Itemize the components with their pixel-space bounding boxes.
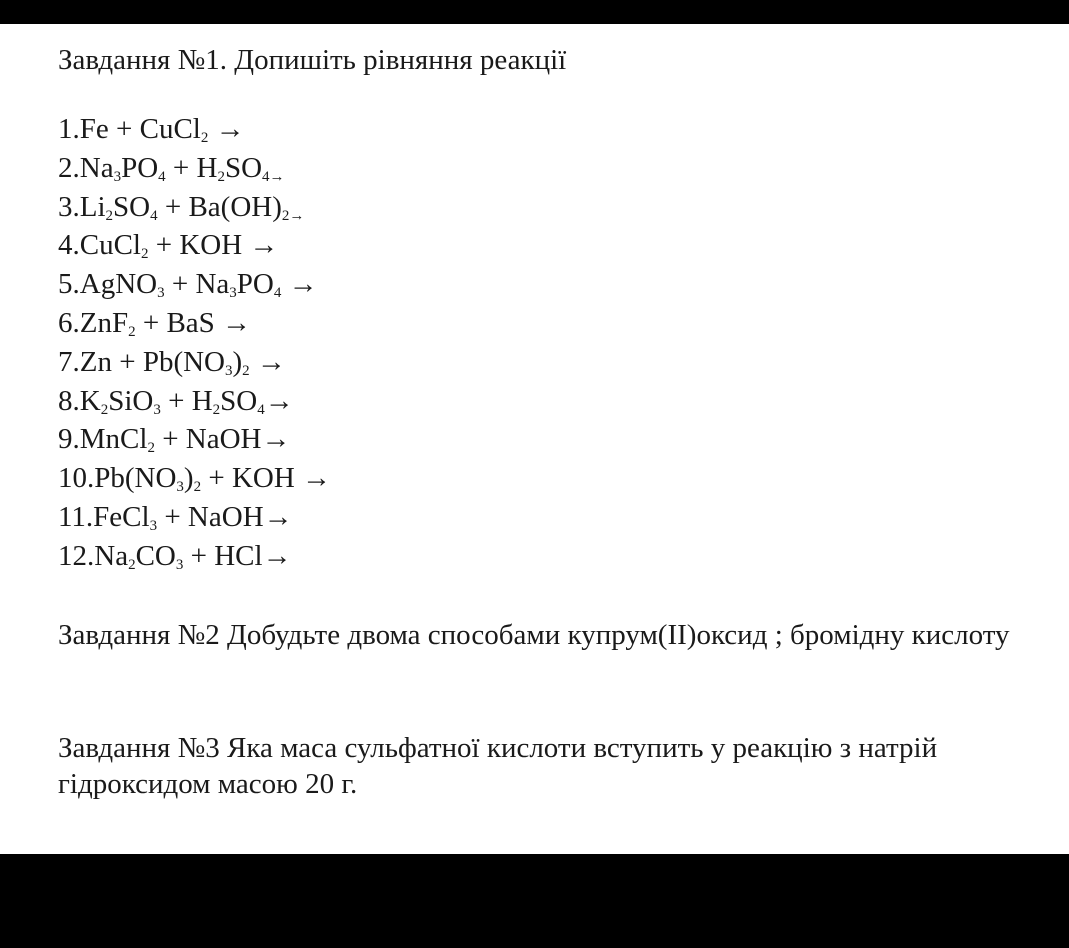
formula-text: → [249, 345, 286, 378]
bottom-black-bar [0, 854, 1069, 948]
formula-text: + H [165, 151, 218, 184]
subscript: 3 [153, 401, 161, 418]
formula-text: + HCl→ [183, 539, 292, 572]
subscript: 2 [100, 401, 109, 418]
equation-4 [58, 226, 331, 265]
formula-text: 6.ZnF [58, 306, 129, 339]
subscript: 3 [175, 556, 184, 573]
task2-text: Завдання №2 Добудьте двома способами купрум(ІІ)оксид ; бромідну кислоту [58, 619, 1010, 651]
subscript: 2 [212, 401, 221, 418]
task3-text: Завдання №3 Яка маса сульфатної кислоти вступить у реакцію з натрій гідроксидом масою 20 г. [58, 732, 938, 800]
subscript: 4 [150, 207, 158, 224]
formula-text: + KOH → [148, 229, 279, 262]
formula-text: SO [220, 384, 258, 417]
top-black-bar [0, 0, 1069, 24]
formula-text: → [281, 268, 318, 301]
formula-text: ) [183, 462, 194, 495]
formula-text: 11.FeCl [58, 500, 150, 533]
task1-title: Завдання №1. Допишіть рівняння реакції [58, 44, 567, 76]
subscript: 2 [141, 246, 149, 263]
subscript: 2 [200, 130, 209, 146]
equation-5 [58, 265, 331, 304]
formula-text: SO [224, 151, 263, 184]
formula-text: ) [232, 345, 243, 378]
formula-text: 2.Na [58, 151, 114, 184]
equation-1 [58, 110, 331, 149]
formula-text: 5.AgNO [58, 268, 158, 301]
equation-9 [58, 420, 331, 459]
formula-text: + Ba(OH) [157, 190, 282, 223]
formula-text: 7.Zn + Pb(NO [58, 345, 225, 378]
subscript: 4 [158, 168, 166, 185]
subscript: 3 [113, 168, 122, 185]
subscript: 3 [176, 479, 184, 496]
subscript: 3 [149, 517, 158, 534]
formula-text: → [264, 384, 294, 417]
document-page [0, 24, 1069, 854]
equation-10 [58, 459, 331, 498]
subscript: 2 [128, 556, 136, 573]
formula-text: CO [135, 539, 176, 572]
subscript: 2 [147, 440, 155, 457]
subscript: 4 [273, 285, 282, 302]
formula-text: + H [160, 384, 213, 417]
formula-text: SiO [108, 384, 154, 417]
subscript: 2 [128, 323, 136, 340]
subscript: 2→ [281, 207, 305, 224]
subscript: 2 [217, 168, 225, 185]
formula-text: → [208, 113, 245, 145]
formula-text: 3.Li [58, 190, 106, 223]
formula-text: 9.MnCl [58, 423, 148, 456]
formula-text: + Na [164, 268, 230, 301]
subscript: 3 [225, 362, 233, 379]
equation-7 [58, 343, 331, 382]
subscript: 4→ [262, 168, 285, 185]
equation-6 [58, 304, 331, 343]
subscript: 2 [105, 207, 114, 224]
subscript: 4 [257, 401, 265, 418]
formula-text: 4.CuCl [58, 229, 141, 262]
subscript: 3 [229, 285, 237, 302]
equation-3 [58, 188, 331, 227]
formula-text: PO [236, 268, 274, 301]
formula-text: SO [113, 190, 151, 223]
equation-list [58, 110, 331, 576]
subscript: 2 [193, 479, 202, 496]
formula-text: 10.Pb(NO [58, 462, 177, 495]
formula-text: PO [121, 151, 159, 184]
formula-text: + KOH → [201, 462, 332, 495]
equation-11 [58, 498, 331, 537]
equation-12 [58, 537, 331, 576]
formula-text: 12.Na [58, 539, 129, 572]
formula-text: + BaS → [135, 306, 252, 339]
formula-text: 8.K [58, 384, 101, 417]
equation-2 [58, 149, 331, 188]
subscript: 2 [242, 362, 250, 379]
equation-8 [58, 382, 331, 421]
subscript: 3 [157, 285, 165, 302]
formula-text: 1.Fe + CuCl [58, 113, 201, 145]
formula-text: + NaOH→ [157, 500, 293, 533]
formula-text: + NaOH→ [154, 423, 291, 456]
